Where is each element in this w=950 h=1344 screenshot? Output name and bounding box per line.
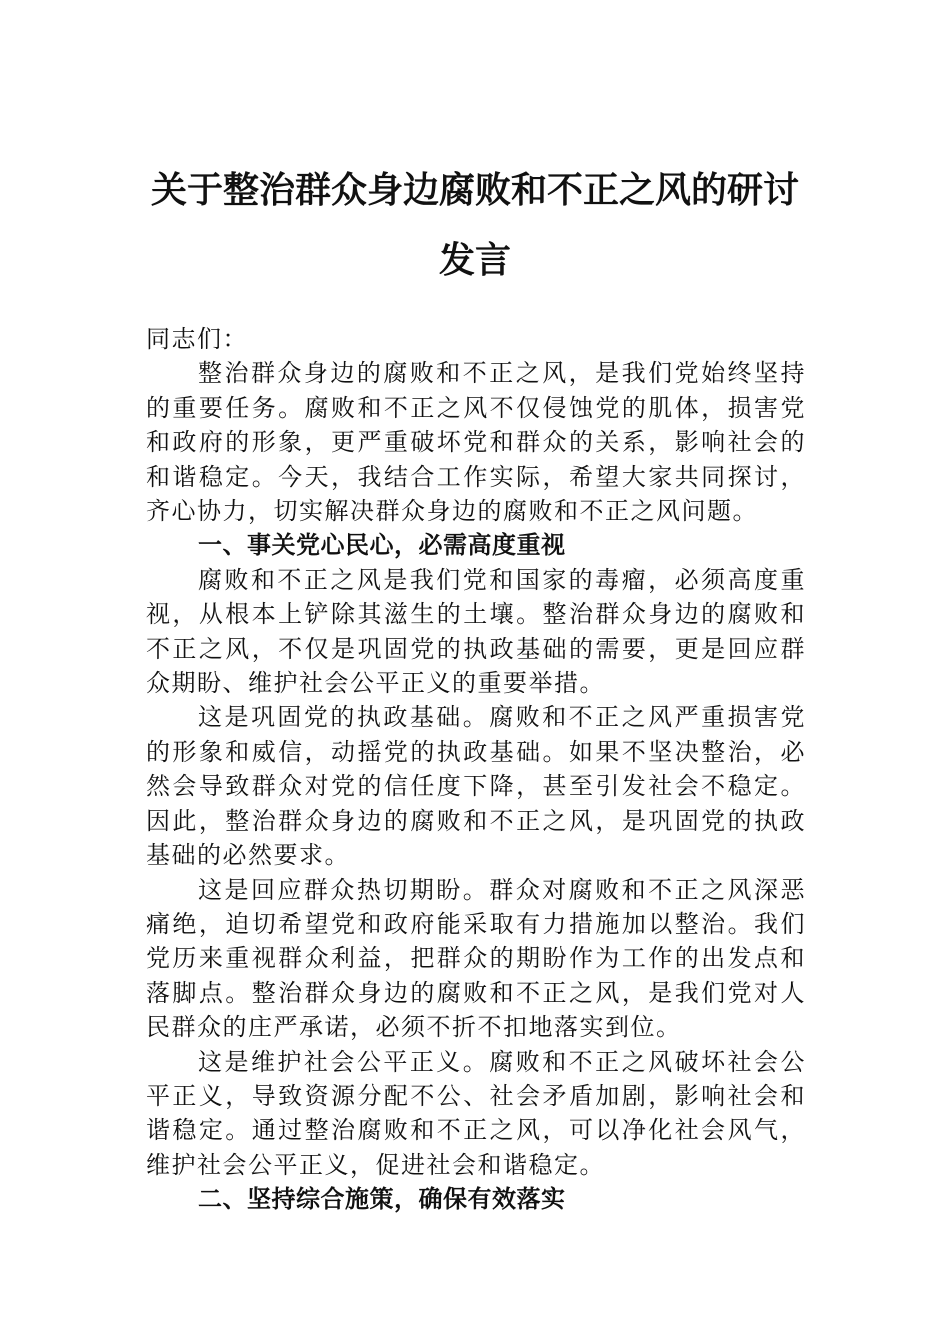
section1-paragraph-1: 腐败和不正之风是我们党和国家的毒瘤，必须高度重视，从根本上铲除其滋生的土壤。整治群众身边的腐败和不正之风，不仅是巩固党的执政基础的需要，更是回应群众期盼、维护社会公平正义的重要举措。 xyxy=(146,565,806,698)
document-title-line1: 关于整治群众身边腐败和不正之风的研讨 xyxy=(150,169,799,211)
section1-paragraph-4: 这是维护社会公平正义。腐败和不正之风破坏社会公平正义，导致资源分配不公、社会矛盾加剧，影响社会和谐稳定。通过整治腐败和不正之风，可以净化社会风气，维护社会公平正义，促进社会和谐稳定。 xyxy=(146,1047,806,1179)
section1-paragraph-3: 这是回应群众热切期盼。群众对腐败和不正之风深恶痛绝，迫切希望党和政府能采取有力措施加以整治。我们党历来重视群众利益，把群众的期盼作为工作的出发点和落脚点。整治群众身边的腐败和不正之风，是我们党对人民群众的庄严承诺，必须不折不扣地落实到位。 xyxy=(146,875,806,1042)
salutation: 同志们： xyxy=(146,325,248,353)
section2-heading: 二、坚持综合施策，确保有效落实 xyxy=(198,1185,566,1214)
section1-heading: 一、事关党心民心，必需高度重视 xyxy=(198,531,566,560)
document-body xyxy=(146,322,806,1217)
document-title-line2: 发言 xyxy=(438,239,511,281)
intro-paragraph: 整治群众身边的腐败和不正之风，是我们党始终坚持的重要任务。腐败和不正之风不仅侵蚀党的肌体，损害党和政府的形象，更严重破坏党和群众的关系，影响社会的和谐稳定。今天，我结合工作实际，希望大家共同探讨，齐心协力，切实解决群众身边的腐败和不正之风问题。 xyxy=(146,359,806,526)
section1-paragraph-2: 这是巩固党的执政基础。腐败和不正之风严重损害党的形象和威信，动摇党的执政基础。如果不坚决整治，必然会导致群众对党的信任度下降，甚至引发社会不稳定。因此，整治群众身边的腐败和不正之风，是巩固党的执政基础的必然要求。 xyxy=(146,703,806,870)
